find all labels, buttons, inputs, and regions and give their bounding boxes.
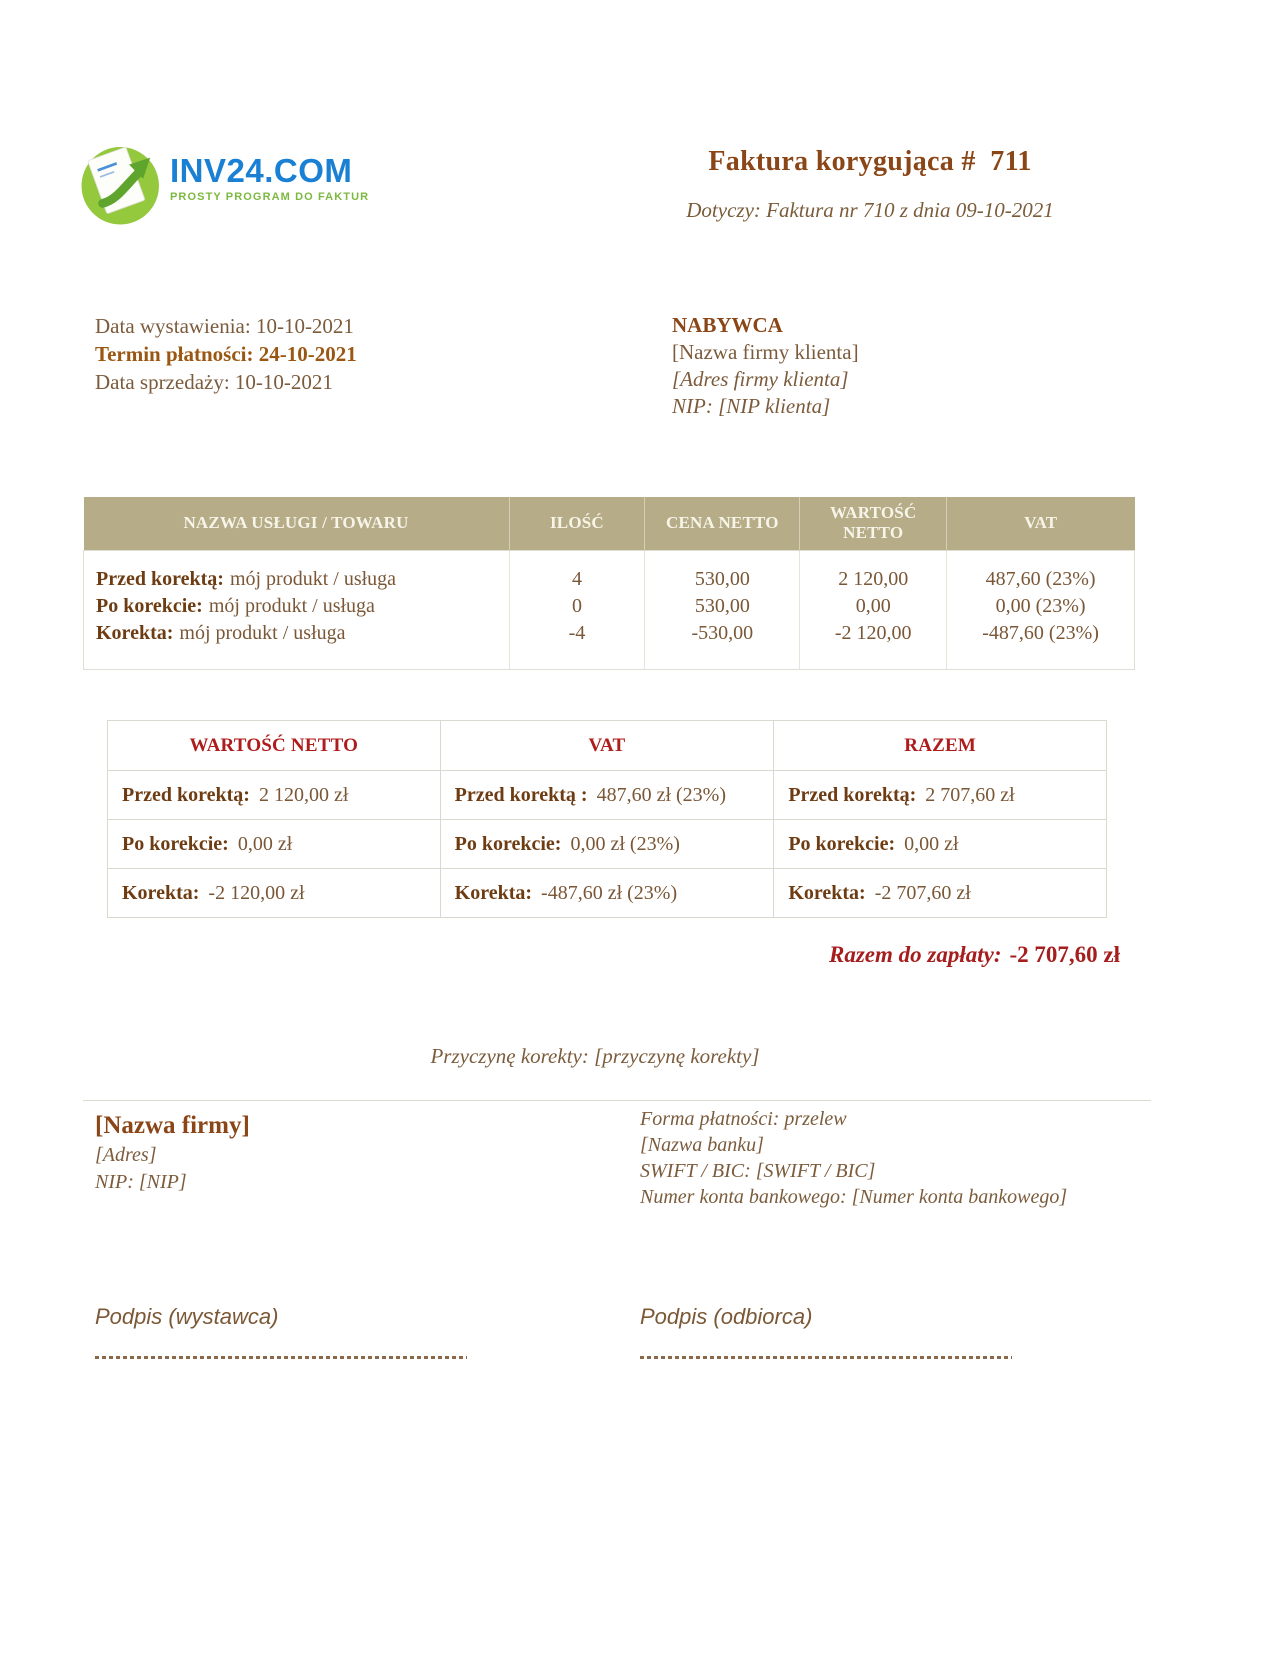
buyer-heading: NABYWCA (672, 313, 783, 337)
column-header-name: NAZWA USŁUGI / TOWARU (84, 497, 510, 550)
summary-value: -487,60 zł (23%) (541, 881, 678, 904)
issuer-signature-label: Podpis (wystawca) (95, 1304, 279, 1329)
item-name: mój produkt / usługa (179, 621, 346, 644)
row-label: Po korekcie: (96, 594, 203, 617)
items-header-row (84, 497, 1135, 550)
logo-brand-name: INV24.COM (170, 152, 353, 189)
item-net-price: 530,00 (645, 550, 800, 593)
item-qty: -4 (509, 620, 645, 670)
issuer-signature-block (95, 1304, 515, 1359)
item-qty: 4 (509, 550, 645, 593)
item-net-value: -2 120,00 (800, 620, 947, 670)
seller-nip: NIP: [NIP] (95, 1171, 187, 1193)
item-net-price: -530,00 (645, 620, 800, 670)
document-subtitle: Dotyczy: Faktura nr 710 z dnia 09-10-2021 (686, 198, 1054, 222)
payment-method: Forma płatności: przelew (640, 1108, 847, 1130)
item-vat: 0,00 (23%) (995, 594, 1086, 617)
summary-value: -2 120,00 zł (208, 881, 305, 904)
items-table (83, 497, 1135, 670)
summary-label: Przed korektą: (788, 783, 917, 806)
total-due (600, 942, 1120, 968)
column-header-net-value: WARTOŚĆ NETTO (800, 497, 947, 550)
item-row-correction (84, 620, 1135, 670)
summary-label: Korekta: (122, 881, 200, 904)
summary-label: Korekta: (454, 881, 533, 904)
total-due-value: -2 707,60 zł (1009, 942, 1120, 967)
summary-label: Po korekcie: (122, 832, 229, 855)
item-net-value: 0,00 (800, 593, 947, 620)
payment-due-date: Termin płatności: 24-10-2021 (95, 342, 357, 366)
footer-divider (83, 1100, 1151, 1101)
total-due-label: Razem do zapłaty: (828, 942, 1002, 967)
row-label: Korekta: (96, 621, 174, 644)
swift-bic: SWIFT / BIC: [SWIFT / BIC] (640, 1160, 876, 1182)
summary-label: Po korekcie: (788, 832, 896, 855)
issuer-signature-line (95, 1356, 467, 1359)
summary-label: Przed korektą : (454, 783, 588, 806)
summary-row-correction (108, 869, 1107, 918)
item-net-price: 530,00 (645, 593, 800, 620)
seller-address: [Adres] (95, 1144, 157, 1166)
logo-text (170, 154, 369, 203)
buyer-address: [Adres firmy klienta] (672, 367, 849, 391)
summary-value: 2 707,60 zł (925, 783, 1015, 806)
summary-value: 487,60 zł (23%) (596, 783, 726, 806)
summary-value: 0,00 zł (904, 832, 959, 855)
logo-tagline: PROSTY PROGRAM DO FAKTUR (170, 191, 370, 203)
item-qty: 0 (509, 593, 645, 620)
buyer-name: [Nazwa firmy klienta] (672, 340, 859, 364)
payment-info (640, 1106, 1067, 1210)
summary-value: -2 707,60 zł (874, 881, 971, 904)
buyer-nip: NIP: [NIP klienta] (672, 394, 831, 418)
item-row-after-correction (84, 593, 1135, 620)
summary-header-net: WARTOŚĆ NETTO (108, 721, 441, 771)
summary-label: Korekta: (788, 881, 866, 904)
item-name: mój produkt / usługa (208, 594, 375, 617)
summary-table (107, 720, 1107, 918)
document-title: Faktura korygująca # 711 (708, 146, 1032, 177)
receiver-signature-line (640, 1356, 1012, 1359)
seller-section (95, 1110, 250, 1196)
summary-value: 2 120,00 zł (258, 783, 349, 806)
receiver-signature-block (640, 1304, 1060, 1359)
inv24-logo-icon (78, 138, 166, 230)
item-net-value: 2 120,00 (800, 550, 947, 593)
column-header-vat: VAT (947, 497, 1135, 550)
invoice-dates (95, 312, 357, 396)
summary-header-row (108, 721, 1107, 771)
company-logo (78, 138, 369, 230)
seller-name: [Nazwa firmy] (95, 1112, 250, 1139)
summary-row-before (108, 771, 1107, 820)
issue-date: Data wystawienia: 10-10-2021 (95, 314, 354, 338)
correction-reason: Przyczynę korekty: [przyczynę korekty] (430, 1044, 760, 1068)
item-name: mój produkt / usługa (229, 567, 397, 590)
summary-header-total: RAZEM (774, 721, 1107, 771)
summary-value: 0,00 zł (23%) (570, 832, 680, 855)
bank-account-number: Numer konta bankowego: [Numer konta bankowego] (640, 1186, 1068, 1208)
bank-name: [Nazwa banku] (640, 1134, 764, 1156)
summary-value: 0,00 zł (237, 832, 293, 855)
column-header-net-price: CENA NETTO (645, 497, 800, 550)
item-row-before-correction (84, 550, 1135, 593)
item-vat: -487,60 (23%) (982, 621, 1099, 644)
summary-row-after (108, 820, 1107, 869)
summary-header-vat: VAT (440, 721, 774, 771)
column-header-qty: ILOŚĆ (509, 497, 645, 550)
summary-label: Przed korektą: (122, 783, 250, 806)
document-header (620, 146, 1120, 223)
sale-date: Data sprzedaży: 10-10-2021 (95, 370, 333, 394)
item-vat: 487,60 (23%) (985, 567, 1096, 590)
row-label: Przed korektą: (96, 567, 224, 590)
buyer-section (672, 312, 859, 420)
receiver-signature-label: Podpis (odbiorca) (640, 1304, 813, 1329)
summary-label: Po korekcie: (454, 832, 562, 855)
